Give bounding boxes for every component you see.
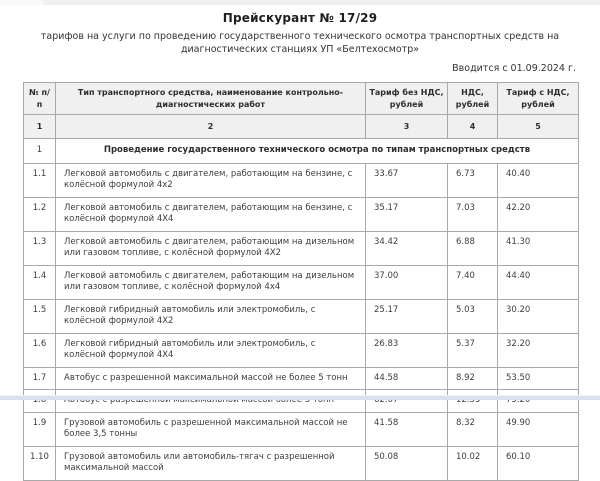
vehicle-type-cell: Легковой автомобиль с двигателем, работающим на дизельном или газовом топливе, с колёсной формулой 4Х2 [56,231,366,265]
row-number: 1.9 [24,412,56,446]
bottom-edge-strip [0,395,600,400]
section-row [24,139,579,164]
col-header-tariff-with-vat: Тариф с НДС, рублей [498,83,579,115]
vehicle-type-cell: Легковой гибридный автомобиль или электромобиль, с колёсной формулой 4Х4 [56,333,366,367]
tariff-with-vat-cell: 53.50 [498,367,579,390]
vehicle-type-cell: Легковой автомобиль с двигателем, работающим на бензине, с колёсной формулой 4х2 [56,163,366,197]
row-number: 1.3 [24,231,56,265]
vat-cell: 7.40 [448,265,498,299]
vat-cell: 10.02 [448,446,498,480]
column-number: 4 [448,115,498,139]
row-number: 1.6 [24,333,56,367]
vat-cell: 5.37 [448,333,498,367]
table-row [24,163,579,197]
vat-cell: 8.32 [448,412,498,446]
row-number: 1.7 [24,367,56,390]
row-number: 1.10 [24,446,56,480]
tariff-with-vat-cell: 42.20 [498,197,579,231]
tariff-no-vat-cell: 26.83 [366,333,448,367]
tariff-no-vat-cell: 50.08 [366,446,448,480]
vat-cell: 6.73 [448,163,498,197]
vat-cell: 7.03 [448,197,498,231]
table-row [24,446,579,480]
vehicle-type-cell: Грузовой автомобиль с разрешенной максимальной массой не более 3,5 тонны [56,412,366,446]
vehicle-type-cell: Легковой гибридный автомобиль или электромобиль, с колёсной формулой 4Х2 [56,299,366,333]
table-row [24,412,579,446]
row-number: 1.1 [24,163,56,197]
column-number: 2 [56,115,366,139]
tariff-with-vat-cell: 75.20 [498,390,579,413]
tariff-no-vat-cell: 37.00 [366,265,448,299]
tariff-with-vat-cell: 40.40 [498,163,579,197]
tariff-no-vat-cell: 44.58 [366,367,448,390]
vehicle-type-cell: Легковой автомобиль с двигателем, работающим на бензине, с колёсной формулой 4Х4 [56,197,366,231]
price-table [23,82,579,481]
row-number: 1.5 [24,299,56,333]
col-header-num: № п/п [24,83,56,115]
tariff-no-vat-cell: 41.58 [366,412,448,446]
column-number-row [24,115,579,139]
tariff-with-vat-cell: 49.90 [498,412,579,446]
column-number: 1 [24,115,56,139]
row-number: 1.2 [24,197,56,231]
vehicle-type-cell: Грузовой автомобиль или автомобиль-тягач с разрешенной максимальной массой [56,446,366,480]
vat-cell: 6.88 [448,231,498,265]
column-number: 5 [498,115,579,139]
tariff-no-vat-cell: 35.17 [366,197,448,231]
table-row [24,333,579,367]
tariff-no-vat-cell: 62.67 [366,390,448,413]
vehicle-type-cell: Легковой автомобиль с двигателем, работающим на дизельном или газовом топливе, с колёсной формулой 4х4 [56,265,366,299]
tariff-with-vat-cell: 44.40 [498,265,579,299]
tariff-with-vat-cell: 60.10 [498,446,579,480]
row-number: 1.8 [24,390,56,413]
section-number: 1 [24,139,56,164]
table-header-row [24,83,579,115]
tariff-with-vat-cell: 30.20 [498,299,579,333]
vehicle-type-cell: Автобус с разрешенной максимальной массой более 5 тонн [56,390,366,413]
tariff-with-vat-cell: 41.30 [498,231,579,265]
row-number: 1.4 [24,265,56,299]
page-subtitle: тарифов на услуги по проведению государственного технического осмотра транспортных средств на диагностических станциях УП «Белтехосмотр» [21,30,579,56]
col-header-vat: НДС, рублей [448,83,498,115]
col-header-vehicle-type: Тип транспортного средства, наименование контрольно-диагностических работ [56,83,366,115]
document-page [0,5,600,481]
column-number: 3 [366,115,448,139]
section-title: Проведение государственного технического осмотра по типам транспортных средств [56,139,579,164]
tariff-no-vat-cell: 25.17 [366,299,448,333]
page-title: Прейскурант № 17/29 [0,11,600,25]
tariff-no-vat-cell: 34.42 [366,231,448,265]
table-row [24,299,579,333]
table-row [24,265,579,299]
vat-cell: 12.53 [448,390,498,413]
vat-cell: 5.03 [448,299,498,333]
tariff-with-vat-cell: 32.20 [498,333,579,367]
effective-date: Вводится с 01.09.2024 г. [0,63,576,74]
tariff-no-vat-cell: 33.67 [366,163,448,197]
table-row [24,231,579,265]
table-row [24,367,579,390]
vehicle-type-cell: Автобус с разрешенной максимальной массой не более 5 тонн [56,367,366,390]
table-row [24,390,579,413]
col-header-tariff-no-vat: Тариф без НДС, рублей [366,83,448,115]
vat-cell: 8.92 [448,367,498,390]
table-row [24,197,579,231]
